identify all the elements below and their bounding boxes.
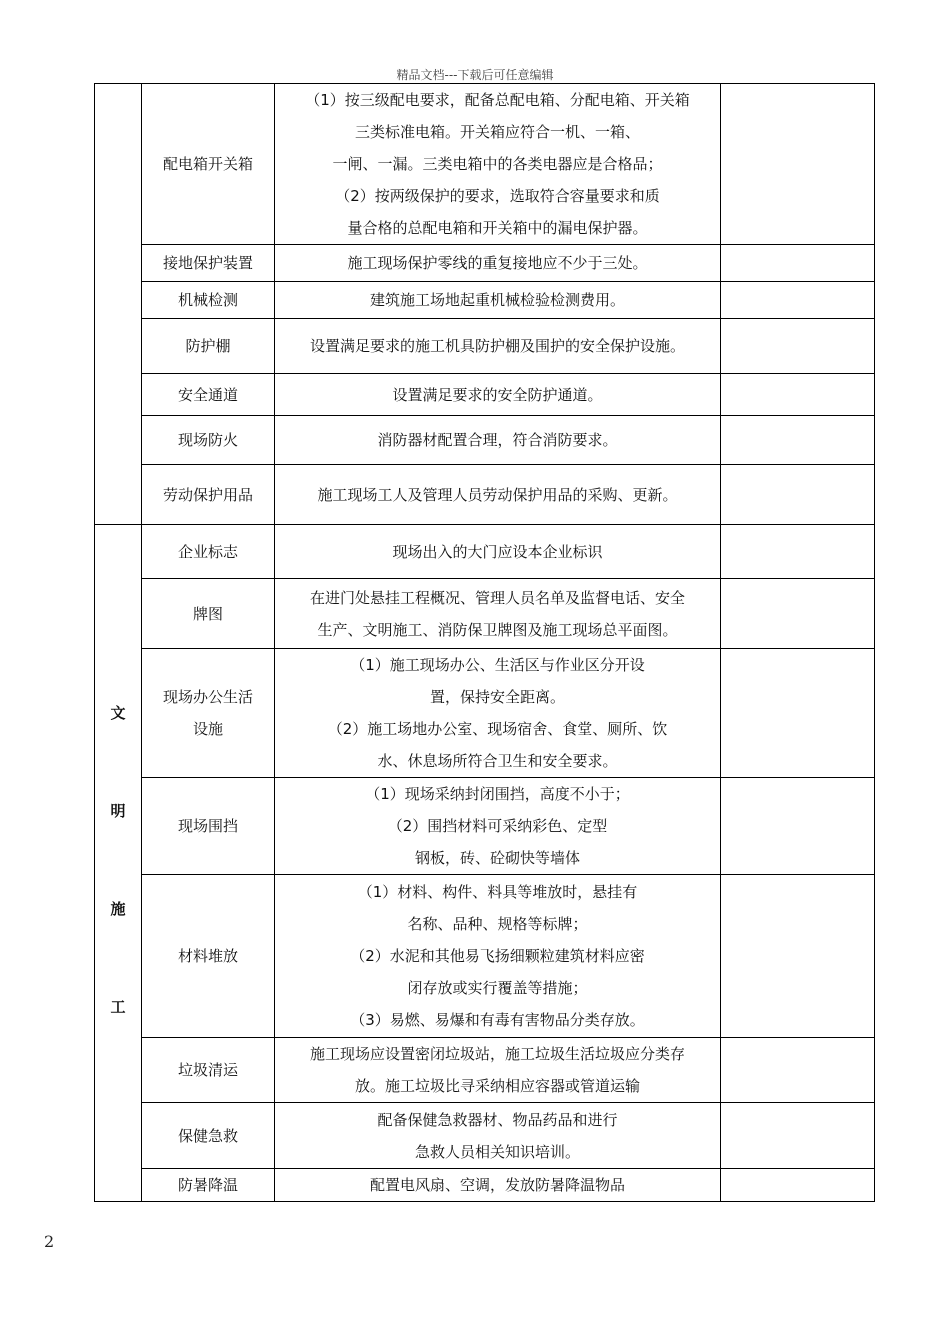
remark-cell bbox=[721, 778, 875, 875]
requirement-line: 施工现场工人及管理人员劳动保护用品的采购、更新。 bbox=[317, 485, 678, 504]
table-row bbox=[95, 649, 875, 778]
item-name: 材料堆放 bbox=[142, 875, 275, 1038]
requirement-line: 置，保持安全距离。 bbox=[429, 688, 565, 706]
item-name: 接地保护装置 bbox=[142, 245, 275, 282]
table-row bbox=[95, 282, 875, 319]
requirement-line: 设置满足要求的安全防护通道。 bbox=[392, 385, 603, 404]
remark-cell bbox=[721, 84, 875, 245]
remark-cell bbox=[721, 1169, 875, 1202]
requirement-line: 闭存放或实行覆盖等措施； bbox=[407, 979, 588, 997]
requirement-line: （2）围挡材料可采纳彩色、定型 bbox=[387, 817, 608, 835]
requirement-line: 设置满足要求的施工机具防护棚及围护的安全保护设施。 bbox=[309, 337, 685, 355]
requirement-line: （1）施工现场办公、生活区与作业区分开设 bbox=[350, 656, 645, 674]
requirement-line: 钢板，砖、砼砌快等墙体 bbox=[414, 849, 580, 867]
requirement-line: 配置电风扇、空调，发放防暑降温物品 bbox=[369, 1176, 625, 1194]
table-row bbox=[95, 245, 875, 282]
remark-cell bbox=[721, 525, 875, 579]
item-name: 现场围挡 bbox=[142, 778, 275, 875]
requirement-cell bbox=[275, 778, 721, 875]
requirement-line: 消防器材配置合理，符合消防要求。 bbox=[377, 431, 618, 449]
item-name: 防护棚 bbox=[142, 319, 275, 374]
requirement-line: 在进门处悬挂工程概况、管理人员名单及监督电话、安全 bbox=[309, 588, 685, 607]
requirement-line: 水、休息场所符合卫生和安全要求。 bbox=[377, 752, 618, 770]
requirements-table bbox=[94, 83, 875, 1202]
requirement-cell bbox=[275, 84, 721, 245]
requirement-cell bbox=[275, 416, 721, 465]
requirement-line: 放。施工垃圾比寻采纳相应容器或管道运输 bbox=[354, 1077, 640, 1095]
table-row bbox=[95, 319, 875, 374]
remark-cell bbox=[721, 1038, 875, 1103]
remark-cell bbox=[721, 416, 875, 465]
table-row bbox=[95, 1038, 875, 1103]
item-name: 防暑降温 bbox=[142, 1169, 275, 1202]
page-header: 精品文档---下载后可任意编辑 bbox=[396, 68, 554, 82]
item-name: 安全通道 bbox=[142, 374, 275, 416]
requirement-line: 建筑施工场地起重机械检验检测费用。 bbox=[369, 291, 625, 309]
item-name: 现场防火 bbox=[142, 416, 275, 465]
remark-cell bbox=[721, 875, 875, 1038]
item-name: 机械检测 bbox=[142, 282, 275, 319]
requirement-cell bbox=[275, 465, 721, 525]
requirement-line: 名称、品种、规格等标牌； bbox=[407, 915, 588, 933]
requirement-line: （2）施工场地办公室、现场宿舍、食堂、厕所、饮 bbox=[327, 720, 668, 738]
table-row bbox=[95, 1169, 875, 1202]
requirement-cell bbox=[275, 525, 721, 579]
item-name-line: 现场办公生活 bbox=[162, 688, 253, 706]
requirement-cell bbox=[275, 1038, 721, 1103]
requirement-line: （1）按三级配电要求，配备总配电箱、分配电箱、开关箱 bbox=[305, 91, 690, 109]
table-row bbox=[95, 465, 875, 525]
table-row bbox=[95, 374, 875, 416]
requirement-line: 量合格的总配电箱和开关箱中的漏电保护器。 bbox=[347, 219, 648, 237]
page-number: 2 bbox=[44, 1232, 55, 1251]
section-title-char: 施 bbox=[110, 900, 126, 918]
item-name bbox=[142, 649, 275, 778]
table-row bbox=[95, 416, 875, 465]
requirement-cell bbox=[275, 579, 721, 649]
item-name: 牌图 bbox=[142, 579, 275, 649]
requirement-line: （2）水泥和其他易飞扬细颗粒建筑材料应密 bbox=[350, 947, 645, 965]
requirement-cell bbox=[275, 374, 721, 416]
requirement-line: 急救人员相关知识培训。 bbox=[414, 1142, 580, 1161]
requirement-line: 配备保健急救器材、物品药品和进行 bbox=[377, 1110, 618, 1129]
section-title-char: 工 bbox=[110, 998, 126, 1016]
requirement-cell bbox=[275, 282, 721, 319]
requirement-cell bbox=[275, 245, 721, 282]
table-row bbox=[95, 1103, 875, 1169]
remark-cell bbox=[721, 465, 875, 525]
requirement-line: （3）易燃、易爆和有毒有害物品分类存放。 bbox=[350, 1011, 645, 1029]
requirement-line: （1）现场采纳封闭围挡，高度不小于； bbox=[365, 785, 630, 803]
requirement-cell bbox=[275, 319, 721, 374]
requirement-line: 生产、文明施工、消防保卫牌图及施工现场总平面图。 bbox=[317, 620, 678, 639]
item-name: 配电箱开关箱 bbox=[142, 84, 275, 245]
remark-cell bbox=[721, 1103, 875, 1169]
requirement-cell bbox=[275, 1169, 721, 1202]
table-row bbox=[95, 84, 875, 245]
section-title-cell bbox=[95, 525, 142, 1202]
requirement-line: （2）按两级保护的要求，选取符合容量要求和质 bbox=[335, 187, 660, 205]
item-name: 企业标志 bbox=[142, 525, 275, 579]
item-name-line: 设施 bbox=[192, 720, 223, 738]
section-title-char: 文 bbox=[110, 704, 126, 722]
remark-cell bbox=[721, 245, 875, 282]
remark-cell bbox=[721, 282, 875, 319]
requirement-line: 一闸、一漏。三类电箱中的各类电器应是合格品； bbox=[332, 155, 663, 173]
requirement-cell bbox=[275, 1103, 721, 1169]
remark-cell bbox=[721, 319, 875, 374]
remark-cell bbox=[721, 374, 875, 416]
item-name: 垃圾清运 bbox=[142, 1038, 275, 1103]
requirement-line: 现场出入的大门应设本企业标识 bbox=[392, 542, 603, 561]
requirement-line: 施工现场保护零线的重复接地应不少于三处。 bbox=[347, 254, 648, 272]
remark-cell bbox=[721, 649, 875, 778]
requirement-cell bbox=[275, 875, 721, 1038]
section-title-cell bbox=[95, 84, 142, 525]
item-name: 保健急救 bbox=[142, 1103, 275, 1169]
remark-cell bbox=[721, 579, 875, 649]
table-row bbox=[95, 579, 875, 649]
table-row bbox=[95, 778, 875, 875]
table-row bbox=[95, 525, 875, 579]
section-title-char: 明 bbox=[110, 802, 126, 820]
requirement-line: （1）材料、构件、料具等堆放时，悬挂有 bbox=[357, 883, 638, 901]
requirement-line: 三类标准电箱。开关箱应符合一机、一箱、 bbox=[354, 123, 640, 141]
table-row bbox=[95, 875, 875, 1038]
requirement-cell bbox=[275, 649, 721, 778]
item-name: 劳动保护用品 bbox=[142, 465, 275, 525]
requirement-line: 施工现场应设置密闭垃圾站，施工垃圾生活垃圾应分类存 bbox=[309, 1045, 685, 1063]
